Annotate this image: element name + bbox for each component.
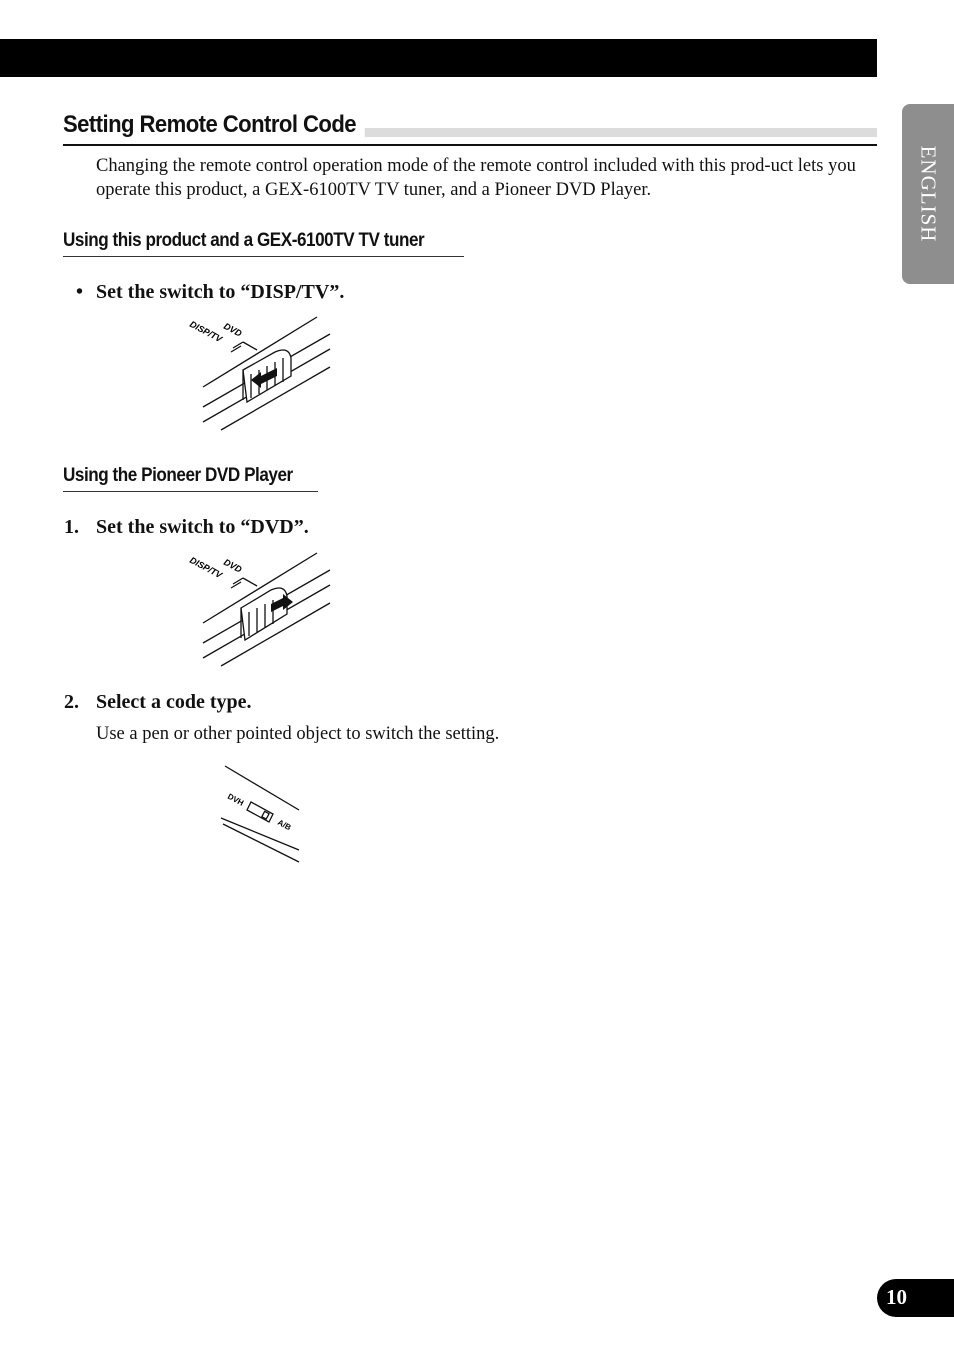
page-title: Setting Remote Control Code xyxy=(63,110,365,140)
subheading-dvd-player-text: Using the Pioneer DVD Player xyxy=(63,465,293,486)
step-1 xyxy=(64,515,309,539)
switch-dvd-illustration xyxy=(185,548,335,670)
language-tab-label: ENGLISH xyxy=(916,145,941,243)
bullet-glyph: • xyxy=(76,281,84,303)
bullet-step-disp-tv xyxy=(76,280,345,304)
title-rule xyxy=(63,144,877,146)
step-1-text: Set the switch to “DVD”. xyxy=(96,516,309,538)
step-2 xyxy=(64,690,252,714)
page-number-badge xyxy=(877,1279,954,1317)
step-2-number: 2. xyxy=(64,691,79,713)
section-title xyxy=(63,110,877,146)
step-2-text: Select a code type. xyxy=(96,691,252,713)
language-tab xyxy=(902,104,954,284)
page-number: 10 xyxy=(886,1285,907,1309)
label-dvh: DVH xyxy=(226,791,246,808)
step-1-number: 1. xyxy=(64,516,79,538)
label-disp-tv: DISP/TV xyxy=(188,318,224,345)
switch-disp-tv-illustration xyxy=(185,312,335,434)
label-ab: A/B xyxy=(276,817,293,833)
label-dvd: DVD xyxy=(222,556,244,575)
subheading-gex-tuner-text: Using this product and a GEX-6100TV TV tuner xyxy=(63,230,425,251)
step-2-note: Use a pen or other pointed object to switch the setting. xyxy=(96,724,500,744)
step-disp-tv-text: Set the switch to “DISP/TV”. xyxy=(96,281,345,303)
label-disp-tv: DISP/TV xyxy=(188,554,224,581)
header-bar xyxy=(0,39,877,77)
subheading-dvd-player xyxy=(63,464,318,492)
intro-paragraph: Changing the remote control operation mode of the remote control included with this prod-uct lets you operate this product, a GEX-6100TV TV tuner, and a Pioneer DVD Player. xyxy=(96,156,856,200)
code-type-switch-illustration xyxy=(215,762,305,868)
subheading-gex-tuner xyxy=(63,229,464,257)
label-dvd: DVD xyxy=(222,320,244,339)
